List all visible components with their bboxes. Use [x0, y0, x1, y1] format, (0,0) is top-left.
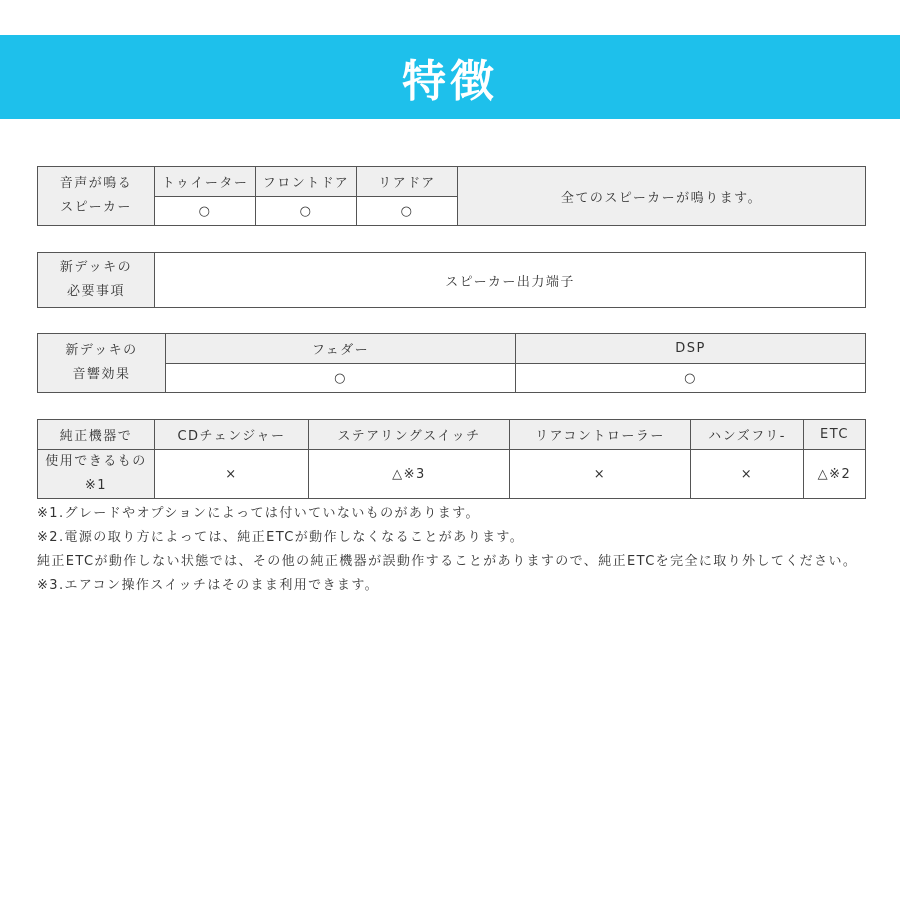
effects-col-fader: フェダー	[166, 334, 516, 364]
speaker-val-front-door: ○	[256, 197, 357, 226]
effects-val-fader: ○	[166, 364, 516, 393]
footnote-2: ※2.電源の取り方によっては、純正ETCが動作しなくなることがあります。	[37, 530, 525, 545]
effects-col-dsp: DSP	[516, 334, 866, 364]
speaker-summary: 全てのスピーカーが鳴ります。	[458, 167, 866, 226]
oem-row-label-top: 純正機器で	[38, 420, 155, 450]
required-row-label: 新デッキの 必要事項	[38, 253, 155, 308]
speaker-col-rear-door: リアドア	[357, 167, 458, 197]
effects-table	[37, 333, 866, 393]
oem-col-rear-controller: リアコントローラー	[510, 420, 691, 450]
oem-col-steering-switch: ステアリングスイッチ	[309, 420, 510, 450]
oem-col-cd-changer: CDチェンジャー	[155, 420, 309, 450]
speaker-val-tweeter: ○	[155, 197, 256, 226]
oem-val-cd-changer: ×	[155, 450, 309, 499]
effects-row-label: 新デッキの 音響効果	[38, 334, 166, 393]
header-banner	[0, 35, 900, 119]
speaker-row-label: 音声が鳴る スピーカー	[38, 167, 155, 226]
effects-val-dsp: ○	[516, 364, 866, 393]
speaker-val-rear-door: ○	[357, 197, 458, 226]
footnote-1: ※1.グレードやオプションによっては付いていないものがあります。	[37, 506, 480, 521]
speaker-table	[37, 166, 866, 226]
oem-table	[37, 419, 866, 499]
oem-col-hands-free: ハンズフリ-	[691, 420, 804, 450]
required-value: スピーカー出力端子	[155, 253, 866, 308]
footnote-3: ※3.エアコン操作スイッチはそのまま利用できます。	[37, 578, 380, 593]
oem-val-hands-free: ×	[691, 450, 804, 499]
speaker-col-front-door: フロントドア	[256, 167, 357, 197]
oem-val-steering-switch: △※3	[309, 450, 510, 499]
footnote-2-detail: 純正ETCが動作しない状態では、その他の純正機器が誤動作することがありますので、純正ETCを完全に取り外してください。	[37, 554, 858, 569]
page-title: 特徴	[402, 56, 498, 107]
oem-val-rear-controller: ×	[510, 450, 691, 499]
oem-row-label-bottom: 使用できるもの ※1	[38, 450, 155, 499]
footnotes	[37, 502, 865, 598]
speaker-col-tweeter: トゥイーター	[155, 167, 256, 197]
oem-val-etc: △※2	[804, 450, 866, 499]
required-table	[37, 252, 866, 308]
oem-col-etc: ETC	[804, 420, 866, 450]
